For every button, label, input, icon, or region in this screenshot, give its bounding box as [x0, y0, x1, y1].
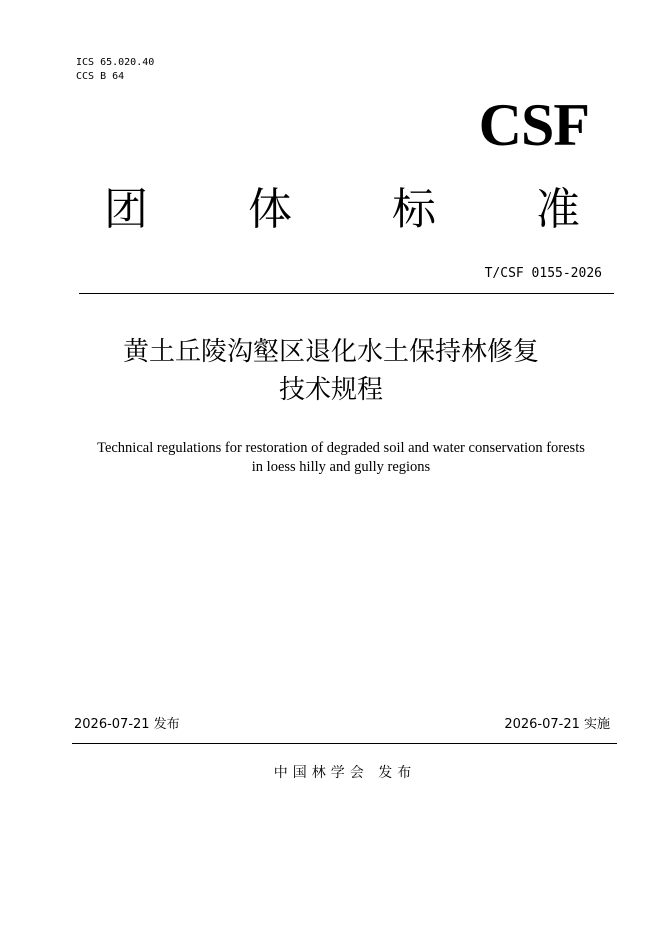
chinese-title-line-2: 技术规程: [278, 375, 383, 405]
issue-date: 2026-07-21 发布: [74, 717, 180, 732]
standard-type-char: 准: [536, 184, 580, 235]
ics-code: ICS 65.020.40: [76, 57, 155, 68]
standard-number: T/CSF 0155-2026: [484, 266, 602, 281]
standard-type-char: 标: [392, 184, 436, 235]
english-title-line-2: in loess hilly and gully regions: [251, 459, 431, 475]
chinese-title-line-1: 黄土丘陵沟壑区退化水土保持林修复: [122, 337, 539, 367]
standard-type-char: 体: [248, 184, 292, 235]
ccs-code: CCS B 64: [76, 71, 125, 82]
bottom-divider: [72, 743, 617, 744]
implementation-date: 2026-07-21 实施: [504, 717, 610, 732]
english-title-line-1: Technical regulations for restoration of degraded soil and water conservation forests: [97, 440, 585, 456]
standard-type-heading: [100, 184, 584, 236]
standard-type-char: 团: [104, 184, 148, 235]
csf-logo: CSF: [478, 92, 589, 158]
publisher: 中国林学会 发布: [273, 765, 417, 781]
top-divider: [79, 293, 614, 294]
